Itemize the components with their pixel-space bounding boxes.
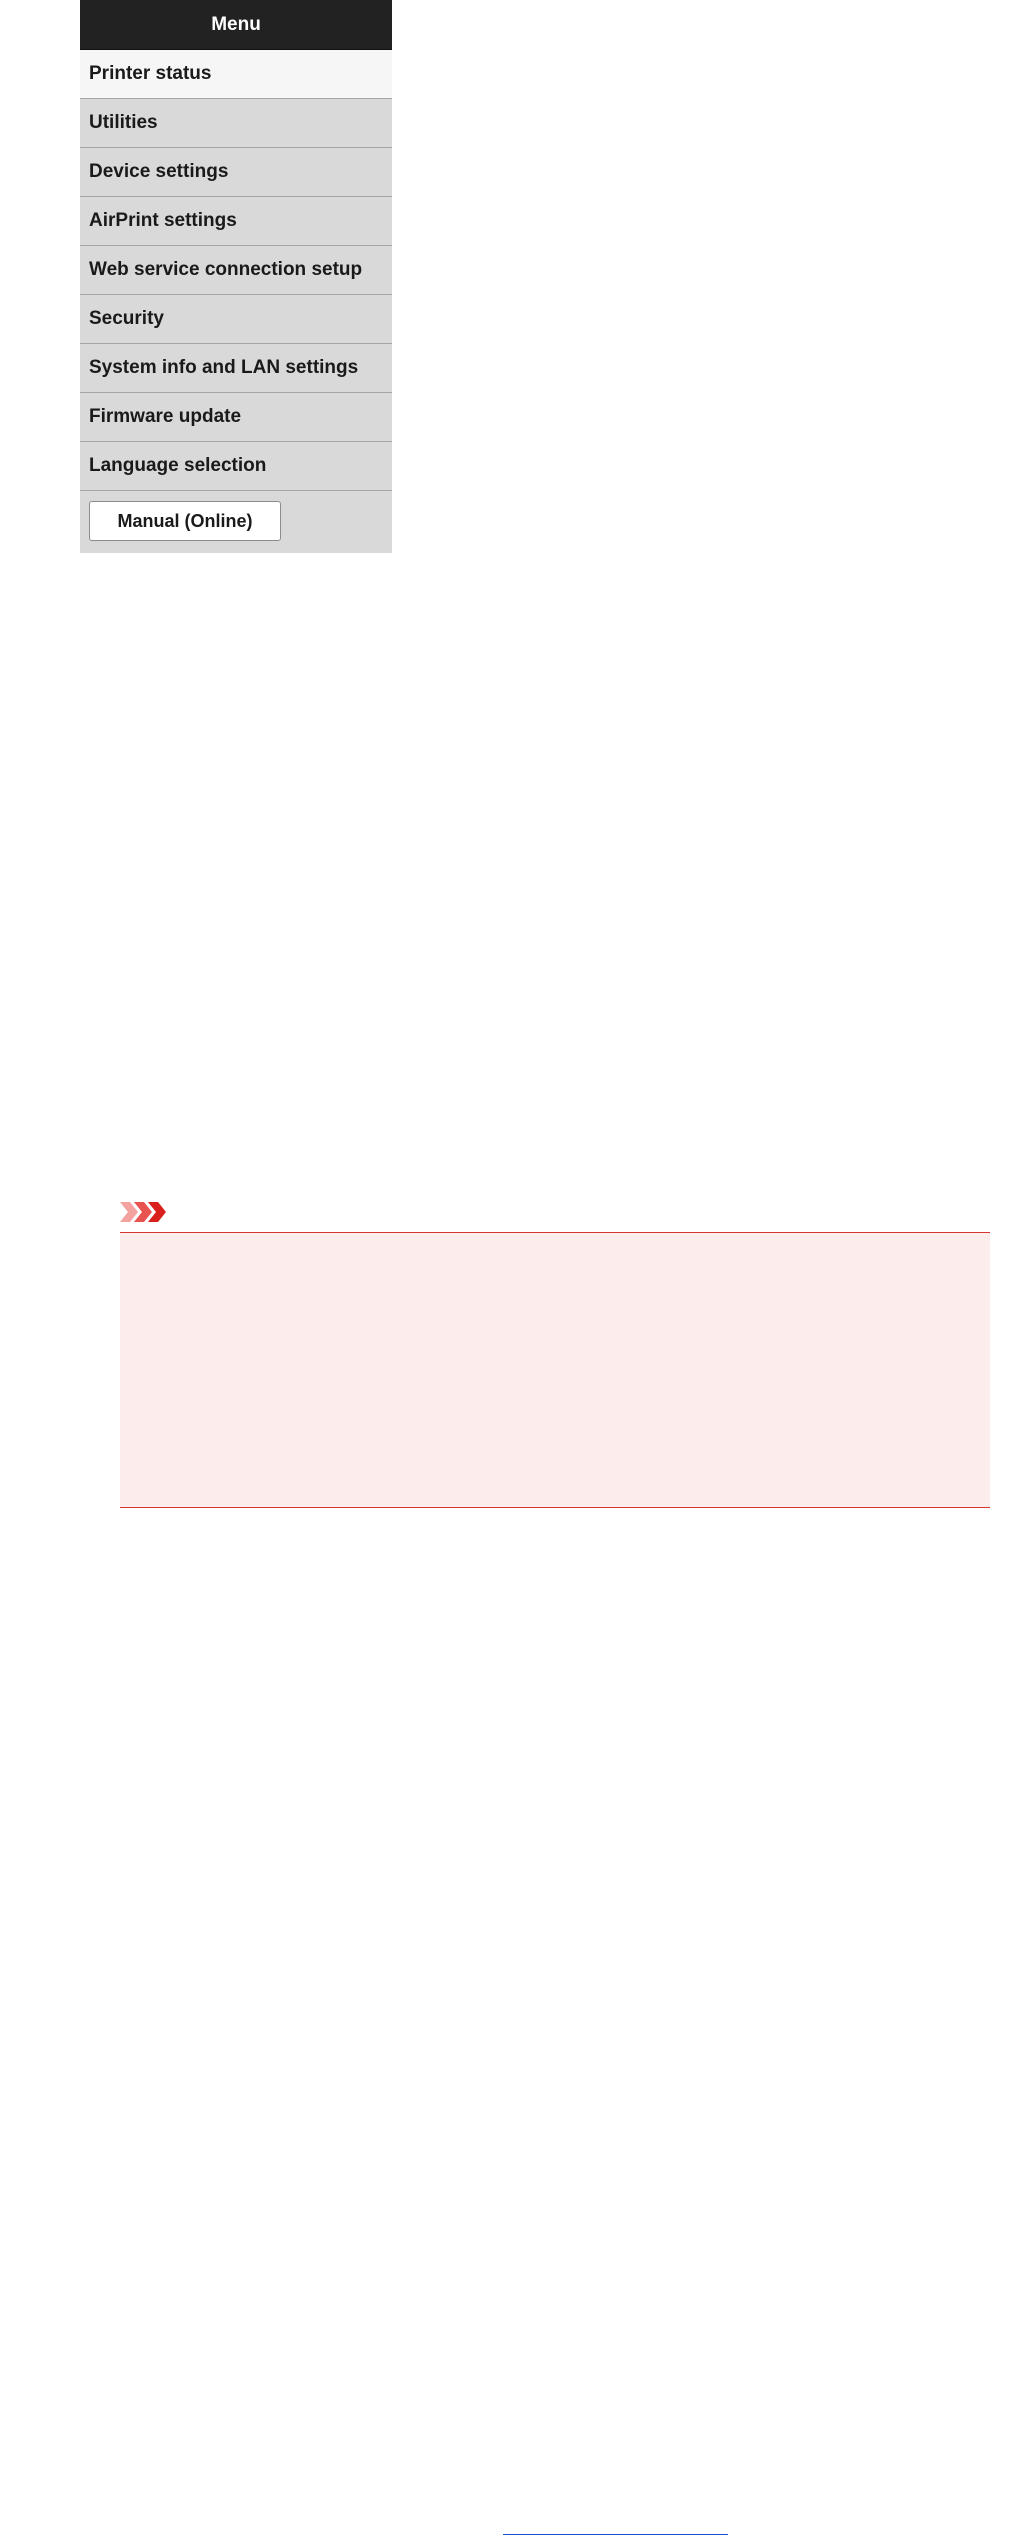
menu-item-printer-status[interactable]: Printer status [80,50,392,99]
menu-panel [80,0,392,553]
important-icon [120,1202,168,1222]
note-link[interactable] [503,2516,728,2535]
menu-item-web-service-connection-setup[interactable]: Web service connection setup [80,246,392,295]
menu-item-system-info-lan-settings[interactable]: System info and LAN settings [80,344,392,393]
menu-item-firmware-update[interactable]: Firmware update [80,393,392,442]
menu-item-utilities[interactable]: Utilities [80,99,392,148]
menu-item-airprint-settings[interactable]: AirPrint settings [80,197,392,246]
important-note-box [120,1232,990,1508]
menu-item-device-settings[interactable]: Device settings [80,148,392,197]
menu-item-language-selection[interactable]: Language selection [80,442,392,491]
manual-online-button[interactable]: Manual (Online) [89,501,281,541]
menu-item-security[interactable]: Security [80,295,392,344]
menu-title: Menu [80,0,392,50]
manual-button-container [80,491,392,551]
